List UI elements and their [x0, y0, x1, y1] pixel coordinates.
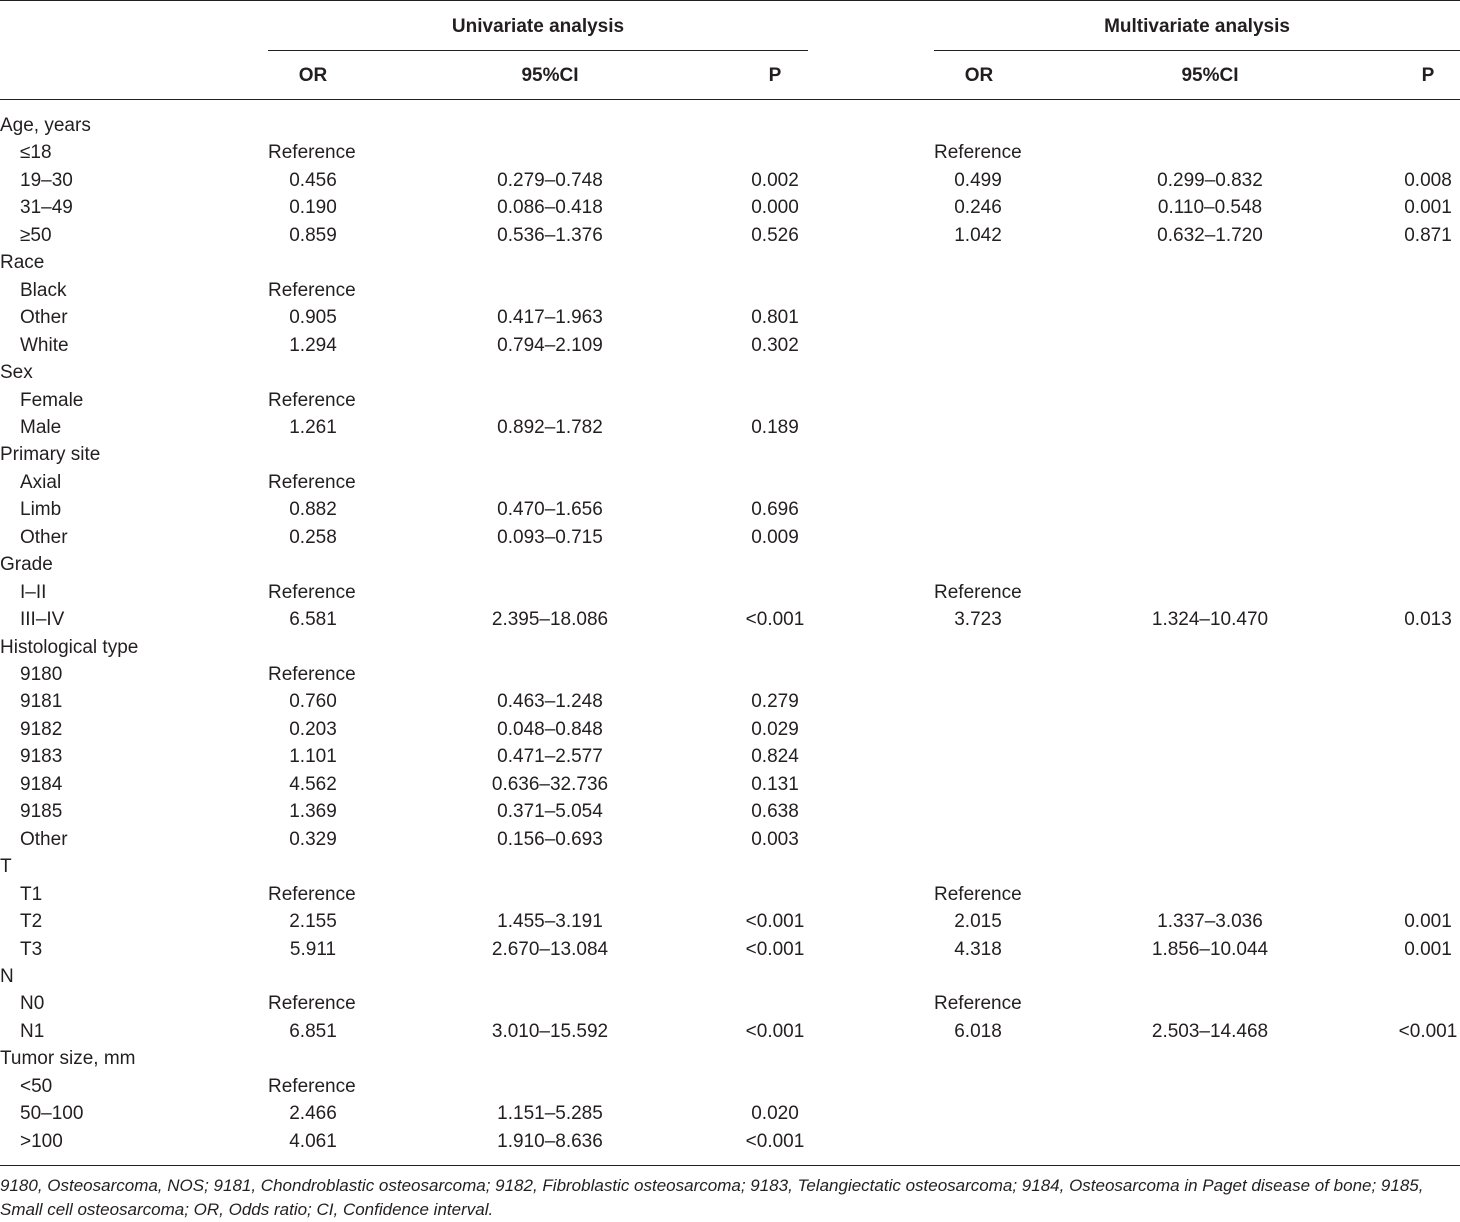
table-cell: 0.029	[751, 719, 799, 740]
table-cell: 2.155	[289, 911, 337, 932]
header-rule	[0, 99, 1460, 100]
row-label: Other	[20, 527, 68, 548]
table-cell: Reference	[268, 1076, 356, 1097]
table-cell: 0.536–1.376	[497, 225, 603, 246]
table-cell: 1.455–3.191	[497, 911, 603, 932]
table-cell: 0.000	[751, 197, 799, 218]
table-cell: 0.009	[751, 527, 799, 548]
table-cell: 0.279	[751, 691, 799, 712]
row-label: Male	[20, 417, 62, 438]
table-cell: 4.562	[289, 774, 337, 795]
table-cell: 0.371–5.054	[497, 801, 603, 822]
row-label: Female	[20, 390, 84, 411]
table-cell: 3.010–15.592	[491, 1021, 609, 1042]
table-cell: Reference	[268, 884, 356, 905]
table-cell: 2.670–13.084	[491, 939, 609, 960]
table-cell: 0.456	[289, 170, 337, 191]
column-header-ci: 95%CI	[521, 65, 579, 86]
table-cell: <0.001	[1398, 1021, 1458, 1042]
table-cell: 0.001	[1404, 939, 1452, 960]
table-cell: 4.061	[289, 1131, 337, 1152]
multivariate-group-header: Multivariate analysis	[1104, 16, 1290, 37]
table-cell: <0.001	[745, 609, 805, 630]
table-cell: 0.636–32.736	[491, 774, 609, 795]
table-cell: <0.001	[745, 1131, 805, 1152]
row-label: >100	[20, 1131, 63, 1152]
table-cell: Reference	[934, 142, 1022, 163]
table-cell: 0.203	[289, 719, 337, 740]
table-cell: 1.261	[289, 417, 337, 438]
row-group-label: Histological type	[0, 637, 139, 658]
top-rule	[0, 0, 1460, 1]
column-header-ci: 95%CI	[1181, 65, 1239, 86]
table-cell: <0.001	[745, 939, 805, 960]
table-cell: 0.002	[751, 170, 799, 191]
table-cell: Reference	[934, 884, 1022, 905]
table-cell: 0.329	[289, 829, 337, 850]
row-label: 19–30	[20, 170, 73, 191]
table-cell: 0.794–2.109	[497, 335, 603, 356]
table-cell: 2.015	[954, 911, 1002, 932]
table-cell: 0.632–1.720	[1157, 225, 1263, 246]
table-cell: 0.905	[289, 307, 337, 328]
table-cell: 2.503–14.468	[1151, 1021, 1269, 1042]
column-header-p: P	[768, 65, 782, 86]
table-cell: Reference	[268, 582, 356, 603]
table-cell: 0.824	[751, 746, 799, 767]
multivariate-group-rule	[934, 50, 1460, 51]
row-label: Black	[20, 280, 67, 301]
table-cell: <0.001	[745, 1021, 805, 1042]
table-cell: 0.258	[289, 527, 337, 548]
row-label: Limb	[20, 499, 62, 520]
row-label: Axial	[20, 472, 62, 493]
row-label: III–IV	[20, 609, 65, 630]
univariate-group-rule	[268, 50, 808, 51]
table-cell: 1.324–10.470	[1151, 609, 1269, 630]
table-cell: 1.042	[954, 225, 1002, 246]
column-header-p: P	[1421, 65, 1435, 86]
table-cell: 6.851	[289, 1021, 337, 1042]
table-cell: 1.337–3.036	[1157, 911, 1263, 932]
table-cell: 1.910–8.636	[497, 1131, 603, 1152]
table-cell: 0.526	[751, 225, 799, 246]
row-label: T1	[20, 884, 43, 905]
column-header-or: OR	[298, 65, 328, 86]
table-cell: 0.696	[751, 499, 799, 520]
table-cell: 2.466	[289, 1103, 337, 1124]
table-cell: 0.020	[751, 1103, 799, 1124]
row-label: 9185	[20, 801, 63, 822]
table-cell: Reference	[268, 142, 356, 163]
table-cell: 0.048–0.848	[497, 719, 603, 740]
row-group-label: Grade	[0, 554, 53, 575]
row-group-label: Race	[0, 252, 45, 273]
table-cell: 0.859	[289, 225, 337, 246]
row-label: Other	[20, 307, 68, 328]
row-label: ≤18	[20, 142, 52, 163]
row-label: White	[20, 335, 69, 356]
row-label: T2	[20, 911, 43, 932]
table-cell: 1.294	[289, 335, 337, 356]
table-cell: 0.892–1.782	[497, 417, 603, 438]
table-cell: 2.395–18.086	[491, 609, 609, 630]
table-cell: 0.246	[954, 197, 1002, 218]
table-cell: 1.369	[289, 801, 337, 822]
table-cell: 0.871	[1404, 225, 1452, 246]
table-cell: <0.001	[745, 911, 805, 932]
table-cell: 0.638	[751, 801, 799, 822]
table-cell: 5.911	[289, 939, 337, 960]
table-cell: 0.190	[289, 197, 337, 218]
bottom-rule	[0, 1165, 1460, 1166]
row-group-label: T	[0, 856, 12, 877]
table-cell: 0.463–1.248	[497, 691, 603, 712]
row-group-label: N	[0, 966, 14, 987]
table-cell: 1.101	[289, 746, 337, 767]
table-cell: 6.018	[954, 1021, 1002, 1042]
table-cell: 0.013	[1404, 609, 1452, 630]
row-label: 9180	[20, 664, 63, 685]
row-label: Other	[20, 829, 68, 850]
table-cell: Reference	[268, 472, 356, 493]
table-cell: 0.801	[751, 307, 799, 328]
row-label: 9182	[20, 719, 63, 740]
table-cell: 0.001	[1404, 911, 1452, 932]
table-cell: 0.086–0.418	[497, 197, 603, 218]
table-cell: 0.008	[1404, 170, 1452, 191]
table-cell: Reference	[268, 664, 356, 685]
table-cell: 0.760	[289, 691, 337, 712]
table-cell: 0.279–0.748	[497, 170, 603, 191]
table-cell: 0.001	[1404, 197, 1452, 218]
univariate-group-header: Univariate analysis	[451, 16, 625, 37]
row-group-label: Sex	[0, 362, 33, 383]
table-cell: Reference	[268, 993, 356, 1014]
row-label: 9183	[20, 746, 63, 767]
table-footnote: 9180, Osteosarcoma, NOS; 9181, Chondroblastic osteosarcoma; 9182, Fibroblastic osteosarcoma; 9183, Telangiectatic osteosarcoma; 9184, Osteosarcoma in Paget disease of bone; 9185, Small cell osteosarcoma; OR, Odds ratio; CI, Confidence interval.	[0, 1176, 1424, 1219]
table-cell: 0.110–0.548	[1157, 197, 1263, 218]
table-cell: 0.302	[751, 335, 799, 356]
row-label: N0	[20, 993, 45, 1014]
row-label: T3	[20, 939, 43, 960]
table-cell: 1.856–10.044	[1151, 939, 1269, 960]
row-label: N1	[20, 1021, 45, 1042]
table-cell: Reference	[268, 390, 356, 411]
table-cell: 0.093–0.715	[497, 527, 603, 548]
table-cell: Reference	[934, 582, 1022, 603]
row-group-label: Primary site	[0, 444, 101, 465]
table-cell: 1.151–5.285	[497, 1103, 603, 1124]
table-cell: 0.471–2.577	[497, 746, 603, 767]
row-label: 9184	[20, 774, 63, 795]
table-cell: 0.189	[751, 417, 799, 438]
row-label: 9181	[20, 691, 63, 712]
table-cell: 0.417–1.963	[497, 307, 603, 328]
table-cell: 0.003	[751, 829, 799, 850]
table-cell: 0.156–0.693	[497, 829, 603, 850]
table-cell: 0.470–1.656	[497, 499, 603, 520]
table-cell: Reference	[268, 280, 356, 301]
row-label: 31–49	[20, 197, 73, 218]
row-group-label: Age, years	[0, 115, 91, 136]
table-cell: Reference	[934, 993, 1022, 1014]
table-cell: 0.131	[751, 774, 799, 795]
table-cell: 6.581	[289, 609, 337, 630]
row-label: <50	[20, 1076, 53, 1097]
row-label: I–II	[20, 582, 47, 603]
row-group-label: Tumor size, mm	[0, 1048, 136, 1069]
table-cell: 4.318	[954, 939, 1002, 960]
row-label: 50–100	[20, 1103, 84, 1124]
column-header-or: OR	[964, 65, 994, 86]
table-cell: 3.723	[954, 609, 1002, 630]
table-cell: 0.499	[954, 170, 1002, 191]
table-cell: 0.299–0.832	[1157, 170, 1263, 191]
row-label: ≥50	[20, 225, 52, 246]
table-cell: 0.882	[289, 499, 337, 520]
